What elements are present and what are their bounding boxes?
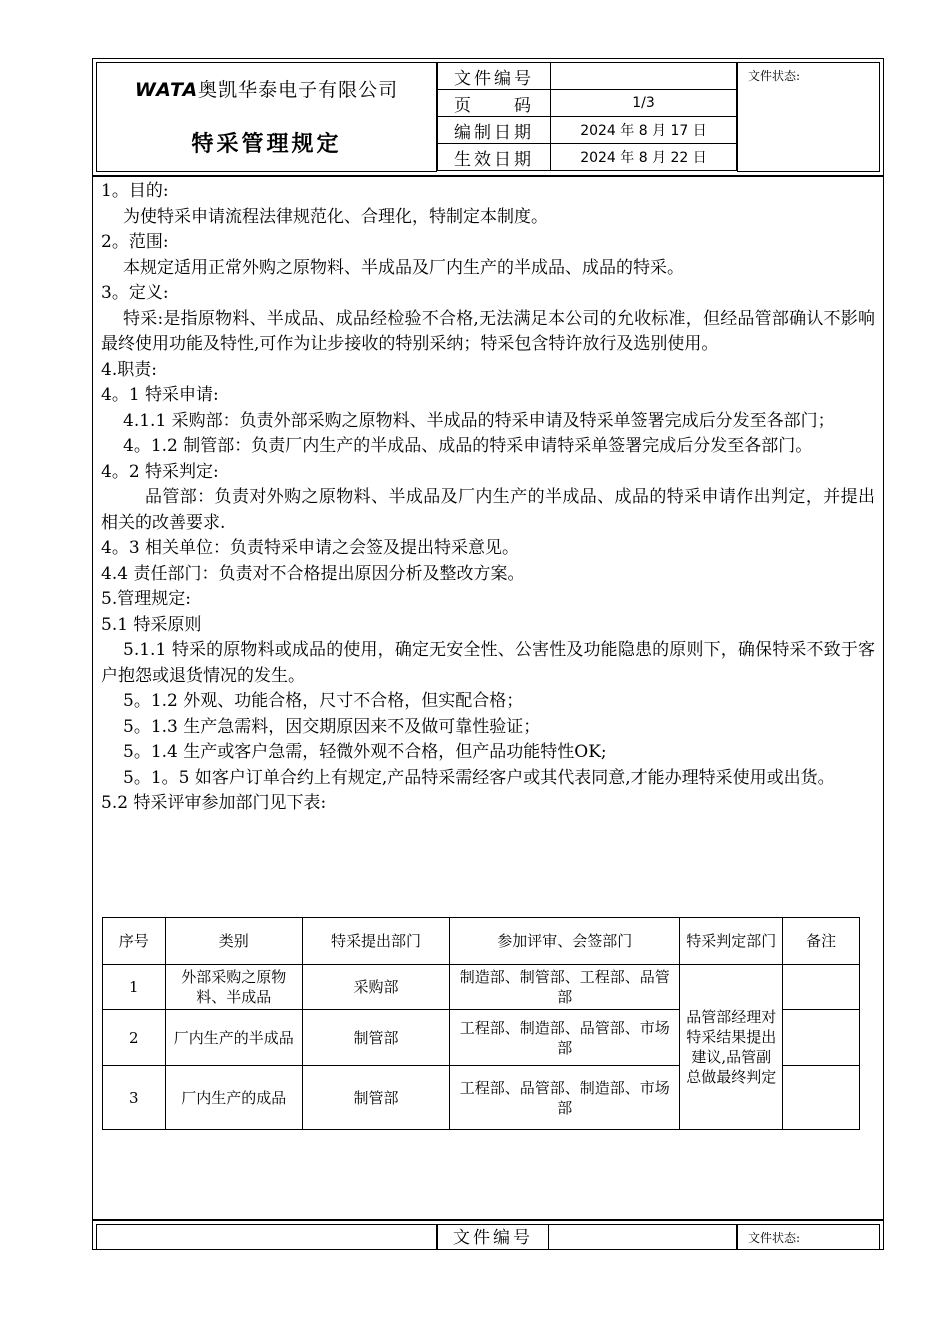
cell-reviewers: 工程部、品管部、制造部、市场部 [450,1066,680,1130]
document-title: 特采管理规定 [191,131,342,157]
table-row [103,965,860,1010]
body-paragraph: 1。目的: [101,181,169,201]
cell-category: 厂内生产的成品 [165,1066,302,1130]
col-header-proposer: 特采提出部门 [302,918,449,965]
body-paragraph: 4.4 责任部门：负责对不合格提出原因分析及整改方案。 [101,563,525,584]
effective-date-value: 2024 年 8 月 22 日 [551,144,737,171]
body-paragraph: 5.2 特采评审参加部门见下表: [101,793,327,813]
compile-date-label: 编制日期 [438,117,551,144]
header-info-table [437,62,737,171]
body-paragraph: 4.职责: [101,359,157,380]
body-paragraph: 5.管理规定: [101,589,191,609]
cell-remarks [783,965,860,1010]
cell-judgment: 品管部经理对特采结果提出建议,品管副总做最终判定 [680,965,783,1130]
col-header-judgment: 特采判定部门 [680,918,783,965]
cell-number: 3 [103,1066,166,1130]
compile-date-value: 2024 年 8 月 17 日 [551,117,737,144]
company-label: 奥凯华泰电子有限公司 [198,79,399,101]
effective-date-label: 生效日期 [438,144,551,171]
cell-reviewers: 制造部、制管部、工程部、品管部 [450,965,680,1010]
footer-doc-number-value [548,1224,737,1250]
table-header-row [103,918,860,965]
body-paragraph: 为使特采申请流程法律规范化、合理化，特制定本制度。 [123,206,548,227]
body-paragraph: 特采:是指原物料、半成品、成品经检验不合格,无法满足本公司的允收标准，但经品管部确认不影响最终使用功能及特性,可作为让步接收的特别采纳；特采包含特许放行及选别使用。 [101,308,875,354]
doc-number-label: 文件编号 [438,63,551,90]
col-header-number: 序号 [103,918,166,965]
body-paragraph: 品管部：负责对外购之原物料、半成品及厂内生产的半成品、成品的特采申请作出判定，并提出相关的改善要求. [101,487,875,533]
footer-doc-number-label: 文件编号 [437,1224,549,1250]
doc-number-value [551,63,737,90]
document-footer [93,1219,883,1251]
page-label: 页 码 [438,90,551,117]
col-header-reviewers: 参加评审、会签部门 [450,918,680,965]
cell-category: 厂内生产的半成品 [165,1010,302,1066]
document-status-box: 文件状态: [737,62,880,172]
page-value: 1/3 [551,90,737,117]
body-paragraph: 5.1.1 特采的原物料或成品的使用，确定无安全性、公害性及功能隐患的原则下，确保特采不致于客户抱怨或退货情况的发生。 [101,640,875,686]
cell-number: 1 [103,965,166,1010]
header-title-block [96,62,437,172]
document-header [93,59,883,177]
footer-status-box: 文件状态: [737,1224,880,1250]
review-departments-table [102,917,860,1130]
document-page [92,58,884,1250]
header-row-compile-date [438,117,737,144]
body-paragraph: 4。3 相关单位：负责特采申请之会签及提出特采意见。 [101,538,520,558]
body-paragraph: 4。1 特采申请: [101,385,219,405]
body-paragraph: 2。范围: [101,232,169,252]
cell-proposer: 制管部 [302,1066,449,1130]
body-paragraph: 3。定义: [101,283,169,303]
header-row-effective-date [438,144,737,171]
company-name [97,75,436,102]
body-paragraph: 本规定适用正常外购之原物料、半成品及厂内生产的半成品、成品的特采。 [123,257,684,278]
body-paragraph: 5.1 特采原则 [101,614,202,635]
cell-category: 外部采购之原物料、半成品 [165,965,302,1010]
footer-blank-block [96,1224,437,1250]
body-paragraph: 5。1.4 生产或客户急需，轻微外观不合格，但产品功能特性OK; [123,742,607,762]
document-body [101,179,875,817]
col-header-remarks: 备注 [783,918,860,965]
body-paragraph: 4。2 特采判定: [101,461,219,482]
header-row-doc-number [438,63,737,90]
cell-remarks [783,1010,860,1066]
body-paragraph: 4.1.1 采购部：负责外部采购之原物料、半成品的特采申请及特采单签署完成后分发至各部门； [123,410,835,431]
header-row-page [438,90,737,117]
cell-remarks [783,1066,860,1130]
company-brand: WATA [134,79,199,101]
body-paragraph: 5。1.3 生产急需料，因交期原因来不及做可靠性验证； [123,716,541,737]
cell-proposer: 制管部 [302,1010,449,1066]
body-paragraph: 5。1。5 如客户订单合约上有规定,产品特采需经客户或其代表同意,才能办理特采使用或出货。 [123,767,835,788]
cell-reviewers: 工程部、制造部、品管部、市场部 [450,1010,680,1066]
col-header-category: 类别 [165,918,302,965]
cell-number: 2 [103,1010,166,1066]
body-paragraph: 4。1.2 制管部：负责厂内生产的半成品、成品的特采申请特采单签署完成后分发至各部门。 [123,436,813,456]
body-paragraph: 5。1.2 外观、功能合格，尺寸不合格，但实配合格； [123,691,524,711]
cell-proposer: 采购部 [302,965,449,1010]
